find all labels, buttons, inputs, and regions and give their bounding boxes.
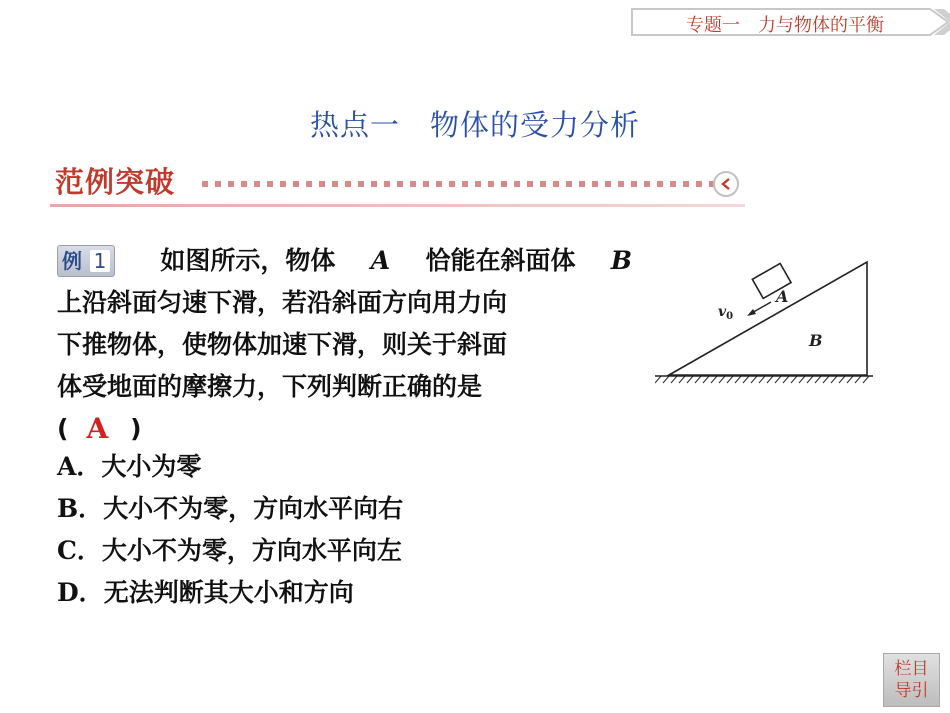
hatch-line <box>695 376 701 383</box>
nav-line-2: 导引 <box>894 681 929 701</box>
hatch-line <box>735 376 741 383</box>
banner-underline <box>50 204 745 207</box>
question-text-4: 体受地面的摩擦力，下列判断正确的是 <box>57 372 483 401</box>
incline-figure <box>655 258 875 388</box>
option-text: 大小不为零，方向水平向右 <box>103 494 404 523</box>
banner-dot <box>332 181 338 187</box>
banner-dot <box>462 181 468 187</box>
example-badge-number: 1 <box>90 250 110 272</box>
hotspot-heading: 物体的受力分析 <box>430 108 641 142</box>
close-paren: ) <box>130 414 142 443</box>
banner-dot <box>449 181 455 187</box>
banner-dot <box>280 181 286 187</box>
banner-dot <box>384 181 390 187</box>
banner-dot <box>358 181 364 187</box>
option-text: 大小不为零，方向水平向左 <box>101 536 402 565</box>
block-a-label: A <box>776 287 789 306</box>
option-b[interactable] <box>57 488 403 530</box>
banner-dot <box>228 181 234 187</box>
chapter-tag <box>630 5 950 39</box>
hatch-line <box>783 376 789 383</box>
hatch-line <box>759 376 765 383</box>
hatch-line <box>863 376 869 383</box>
banner-dot <box>306 181 312 187</box>
banner-dots <box>198 180 718 188</box>
question-line-2 <box>57 282 632 324</box>
banner-dot <box>423 181 429 187</box>
hatch-line <box>847 376 853 383</box>
banner-dot <box>202 181 208 187</box>
hatch-line <box>839 376 845 383</box>
option-d[interactable] <box>57 572 403 614</box>
hatch-line <box>671 376 677 383</box>
velocity-arrowhead <box>747 309 756 316</box>
hatch-line <box>831 376 837 383</box>
velocity-symbol: v <box>718 304 727 320</box>
banner-dot <box>488 181 494 187</box>
hatch-line <box>687 376 693 383</box>
banner-dot <box>410 181 416 187</box>
velocity-label <box>718 304 733 322</box>
hatch-line <box>791 376 797 383</box>
option-key: A． <box>57 452 102 481</box>
question-text-3: 下推物体，使物体加速下滑，则关于斜面 <box>57 330 508 359</box>
banner-dot <box>293 181 299 187</box>
hatch-line <box>799 376 805 383</box>
question-line-4 <box>57 366 632 408</box>
banner-dot <box>683 181 689 187</box>
banner-dot <box>215 181 221 187</box>
question-text-1a: 如图所示，物体 <box>160 246 336 275</box>
answer-bracket <box>57 408 142 450</box>
hatch-line <box>679 376 685 383</box>
section-banner <box>50 152 745 210</box>
hatch-line <box>775 376 781 383</box>
banner-dot <box>618 181 624 187</box>
hatch-line <box>663 376 669 383</box>
option-text: 大小为零 <box>101 452 202 481</box>
question-text-1b: 恰能在斜面体 <box>425 246 576 275</box>
banner-dot <box>657 181 663 187</box>
option-key: D． <box>57 578 104 607</box>
chapter-title <box>686 11 884 37</box>
section-label: 范例突破 <box>55 165 176 199</box>
question-var-a: A <box>370 246 391 275</box>
banner-dot <box>670 181 676 187</box>
section-nav-button[interactable] <box>883 653 940 707</box>
option-key: C． <box>57 536 102 565</box>
banner-dot <box>254 181 260 187</box>
wedge-b-label: B <box>809 331 823 350</box>
hatch-line <box>751 376 757 383</box>
banner-dot <box>605 181 611 187</box>
hatch-line <box>815 376 821 383</box>
options-list <box>57 446 403 614</box>
banner-dot <box>371 181 377 187</box>
hatch-line <box>655 376 661 383</box>
nav-line-1: 栏目 <box>894 659 929 679</box>
banner-dot <box>592 181 598 187</box>
banner-dot <box>540 181 546 187</box>
banner-dot <box>514 181 520 187</box>
banner-dot <box>566 181 572 187</box>
hotspot-label: 热点一 <box>309 108 400 142</box>
hatch-line <box>703 376 709 383</box>
chapter-topic: 专题一 <box>686 15 740 36</box>
hatch-line <box>719 376 725 383</box>
banner-dot <box>267 181 273 187</box>
ground-hatching <box>655 376 873 383</box>
banner-dot <box>631 181 637 187</box>
banner-dot <box>345 181 351 187</box>
option-text: 无法判断其大小和方向 <box>103 578 354 607</box>
option-a[interactable] <box>57 446 403 488</box>
banner-dot <box>436 181 442 187</box>
option-key: B． <box>57 494 104 523</box>
chevron-left-glyph <box>719 177 733 191</box>
banner-dot <box>241 181 247 187</box>
banner-dot <box>553 181 559 187</box>
hatch-line <box>807 376 813 383</box>
question-line-3 <box>57 324 632 366</box>
hatch-line <box>855 376 861 383</box>
hatch-line <box>823 376 829 383</box>
velocity-subscript: 0 <box>726 311 734 322</box>
chevron-left-icon[interactable] <box>713 171 739 197</box>
option-c[interactable] <box>57 530 403 572</box>
banner-dot <box>527 181 533 187</box>
example-badge-text: 例 <box>62 249 82 273</box>
hatch-line <box>727 376 733 383</box>
hatch-line <box>767 376 773 383</box>
answer-line <box>57 408 632 450</box>
question-line-1 <box>57 240 632 282</box>
example-question <box>57 240 632 450</box>
open-paren: ( <box>57 414 69 443</box>
answer-value: A <box>86 412 109 445</box>
chapter-topic-title: 力与物体的平衡 <box>758 15 884 36</box>
banner-dot <box>397 181 403 187</box>
banner-dot <box>475 181 481 187</box>
question-var-b: B <box>610 246 632 275</box>
banner-dot <box>644 181 650 187</box>
question-text-2: 上沿斜面匀速下滑，若沿斜面方向用力向 <box>57 288 508 317</box>
hatch-line <box>711 376 717 383</box>
banner-dot <box>579 181 585 187</box>
example-badge <box>57 245 115 277</box>
hatch-line <box>743 376 749 383</box>
banner-dot <box>501 181 507 187</box>
banner-dot <box>319 181 325 187</box>
banner-dot <box>696 181 702 187</box>
hotspot-title <box>0 103 950 144</box>
